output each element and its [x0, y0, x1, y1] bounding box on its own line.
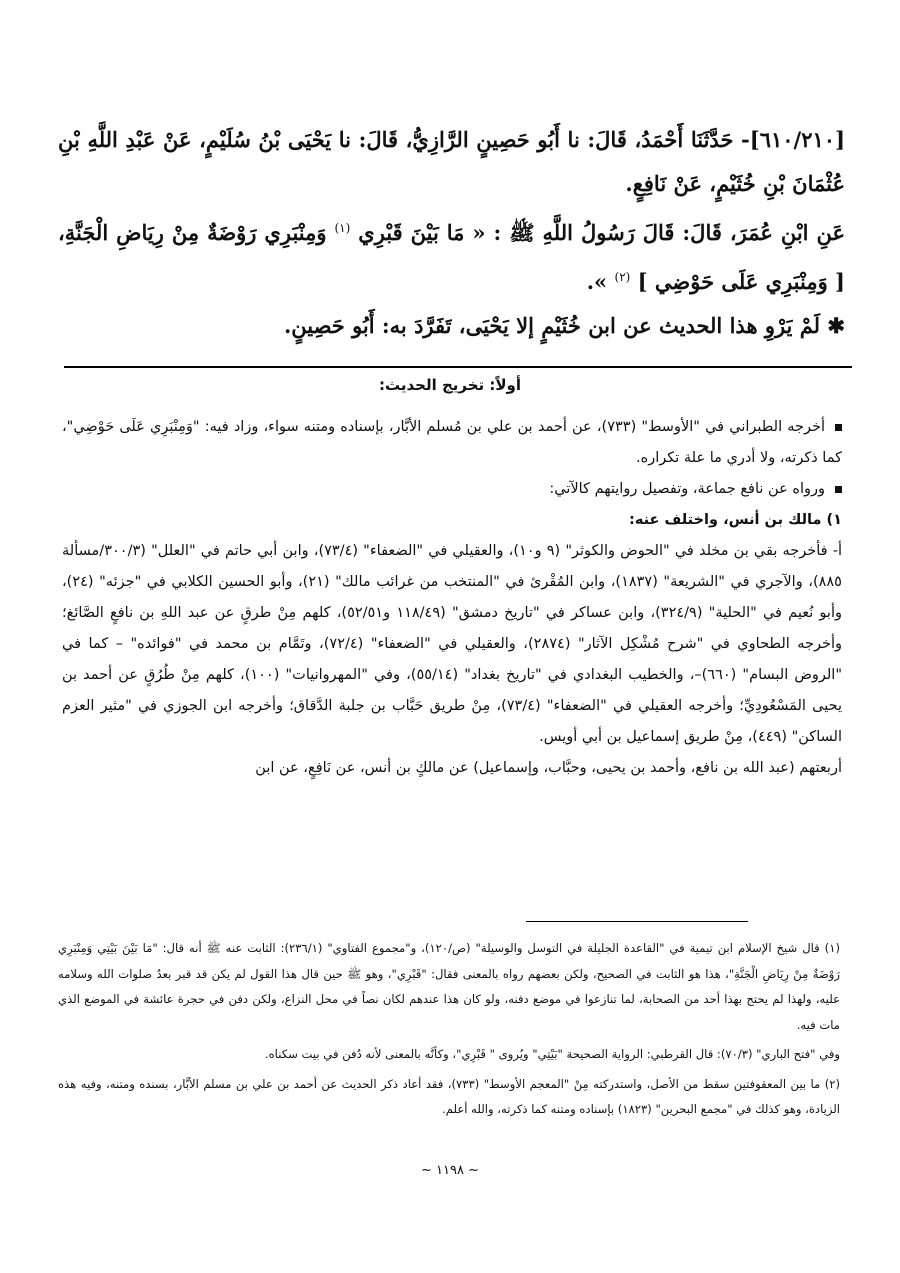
bullet-icon: [835, 486, 842, 493]
footnote-divider: [526, 921, 748, 922]
hadith-matn: [58, 206, 845, 304]
paragraph-1-text: أخرجه الطبراني في "الأوسط" (٧٣٣)، عن أحمد بن علي بن مُسلم الأبَّار، بإسناده ومتنه سواء، وزاد فيه: "وَمِنْبَرِي عَلَى حَوْضِي"، كما ذكرته، ولا أدري ما علة تكراره.: [62, 419, 842, 466]
hadith-matn-continue: وَمِنْبَرِي رَوْضَةٌ مِنْ رِيَاضِ الْجَنَّةِ، [ وَمِنْبَرِي عَلَى حَوْضِي ]: [58, 220, 845, 294]
subheading-malik: ١) مالك بن أنس، واختلف عنه:: [629, 512, 842, 528]
body-text: [62, 412, 842, 784]
footnote-marker-2[interactable]: (٢): [614, 270, 631, 284]
footnote-1b: وفي "فتح الباري" (٧٠/٣): قال القرطبي: الرواية الصحيحة "بَيْتِي" ويُروى " قَبْرِي"، وكأنَّه بالمعنى لأنه دُفن في بيت سكناه.: [264, 1047, 840, 1061]
footnotes: [58, 936, 840, 1123]
hadith-note: ✱ لَمْ يَرْوِ هذا الحديث عن ابن خُثَيْمٍ إلا يَحْيَى، تَفَرَّدَ به: أَبُو حَصِينٍ.: [283, 313, 845, 338]
paragraph-2: [62, 474, 842, 505]
footnote-2: (٢) ما بين المعقوفتين سقط من الأصل، واستدركته مِنْ "المعجم الأوسط" (٧٣٣)، فقد أعاد ذكر الحديث عن أحمد بن علي بن مسلم الأبَّار، بسنده ومتنه، وفيه هذه الزيادة، وهو كذلك في "مجمع البحرين" (١٨٢٣) بإسناده ومتنه كما ذكرته، والله أعلم.: [58, 1076, 840, 1116]
bullet-icon: [835, 424, 842, 431]
hadith-text: [58, 118, 845, 348]
page-number: ~ ١١٩٨ ~: [421, 1163, 479, 1178]
hadith-matn-start: عَنِ ابْنِ عُمَرَ، قَالَ: قَالَ رَسُولُ اللَّهِ ﷺ : « مَا بَيْنَ قَبْرِي: [358, 220, 846, 245]
footnote-1: (١) قال شيخ الإسلام ابن تيمية في "القاعدة الجليلة في التوسل والوسيلة" (ص/١٢٠)، و"مجموع الفتاوي" (٢٣٦/١): الثابت عنه ﷺ أنه قال: "مَا بَيْنَ بَيْتِي وَمِنْبَرِي رَوْضَةٌ مِنْ رِيَاضِ الْجَنَّةِ"، هذا هو الثابت في الصحيح، ولكن بعضهم رواه بالمعنى فقال: "قَبْرِي"، وهو ﷺ حين قال هذا القول لم يكن قد قبر بعدُ صلوات الله وسلامه عليه، ولهذا لم يحتج بهذا أحد من الصحابة، لما تنازعوا في موضع دفنه، ولو كان هذا عندهم لكان نصاً في محل النزاع، ولكن دفن في حجرة عائشة في الموضع الذي مات فيه.: [58, 941, 840, 1032]
paragraph-1: [62, 412, 842, 474]
footnote-marker-1[interactable]: (١): [334, 221, 351, 235]
paragraph-5: أربعتهم (عبد الله بن نافع، وأحمد بن يحيى، وحبَّاب، وإسماعيل) عن مالكٍ بن أنس، عن نَافِعٍ، عن ابن: [255, 760, 842, 776]
paragraph-4: أ- فأخرجه بقي بن مخلد في "الحوض والكوثر" (٩ و١٠)، والعقيلي في "الضعفاء" (٧٣/٤)، وابن أبي حاتم في "العلل" (٣٠٠/٣/مسألة ٨٨٥)، والآجري في "الشريعة" (١٨٣٧)، وابن المُقْرئ في "المنتخب من غرائب مالك" (٢١)، وأبو الحسين الكلابي في "جزئه" (٢٤)، وأبو نُعيم في "الحلية" (٣٢٤/٩)، وابن عساكر في "تاريخ دمشق" (١١٨/٤٩ و٥٢/٥١)، كلهم مِنْ طرقٍ عن عبد اللهِ بن نافعٍ الصَّائغ؛ وأخرجه الطحاوي في "شرح مُشْكِل الآثار" (٢٨٧٤)، والعقيلي في "الضعفاء" (٧٢/٤)، وتَمَّام بن محمد في "فوائده" – كما في "الروض البسام" (٦٦٠)–، والخطيب البغدادي في "تاريخ بغداد" (٥٥/١٤)، وفي "المهروانيات" (١٠٠)، كلهم مِنْ طُرُقٍ عن أحمد بن يحيى المَسْعُودِيِّ؛ وأخرجه العقيلي في "الضعفاء" (٧٣/٤)، مِنْ طريق حَبَّاب بن جلبة الدَّقاق؛ وأخرجه ابن الجوزي في "مثير العزم الساكن" (٤٤٩)، مِنْ طريق إسماعيل بن أبي أويس.: [62, 543, 843, 745]
section-title: أولاً: تخريج الحديث:: [378, 376, 522, 394]
main-divider: [64, 366, 852, 368]
hadith-matn-end: ».: [586, 269, 608, 294]
paragraph-2-text: ورواه عن نافع جماعة، وتفصيل روايتهم كالآتي:: [549, 481, 825, 497]
hadith-block: [58, 118, 845, 348]
hadith-isnad: [٦١٠/٢١٠]- حَدَّثَنَا أَحْمَدُ، قَالَ: نا أَبُو حَصِينٍ الرَّازِيُّ، قَالَ: نا يَحْيَى بْنُ سُلَيْمٍ، عَنْ عَبْدِ اللَّهِ بْنِ عُثْمَانَ بْنِ خُثَيْمٍ، عَنْ نَافِعٍ.: [58, 127, 845, 196]
